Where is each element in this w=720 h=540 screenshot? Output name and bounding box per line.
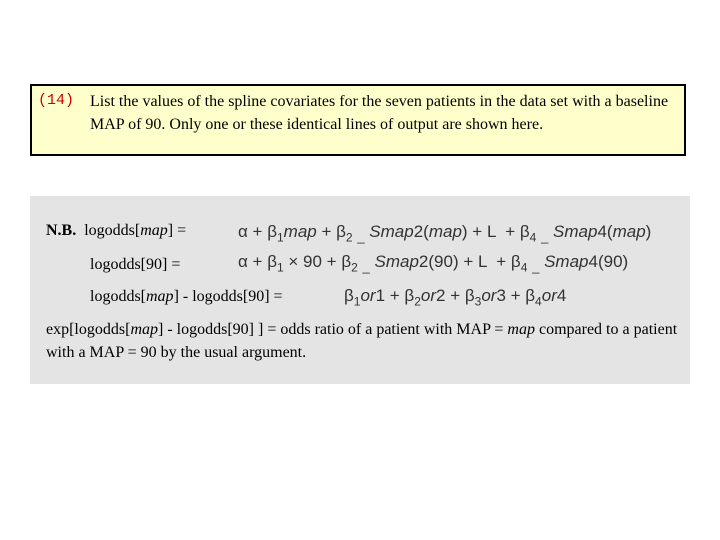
note-callout [30,84,686,156]
nb-label: N.B. [46,222,77,239]
equation-2: $\alpha + \beta_1 \times 90 + \beta_2$ $_{\_}$ Smap2(90) + $L + \beta_4$ $_{\_}$ Smap4(90) [238,252,629,275]
equation-3: $\beta_1or1 + \beta_2or2 + \beta_3or3 + \beta_4or4$ [344,286,567,309]
formula-panel [30,196,690,384]
note-number: (14) [38,92,75,109]
nb-line: N.B. logodds[map] = [46,222,187,239]
odds-ratio-text: exp[logodds[map] - logodds[90] ] = odds ratio of a patient with MAP = map compared to a patient with a MAP = 90 by the usual argument. [46,321,678,361]
lhs-line-3: logodds[map] - logodds[90] = [90,288,283,305]
equation-1: $\alpha + \beta_1map + \beta_2$ $_{\_}$ Smap2(map) + $L + \beta_4$ $_{\_}$ Smap4(map) [238,222,652,245]
lhs-line-2: logodds[90] = [90,256,181,273]
note-text: List the values of the spline covariates for the seven patients in the data set with a baseline MAP of 90. Only one or these identical lines of output are shown here. [90,93,669,133]
